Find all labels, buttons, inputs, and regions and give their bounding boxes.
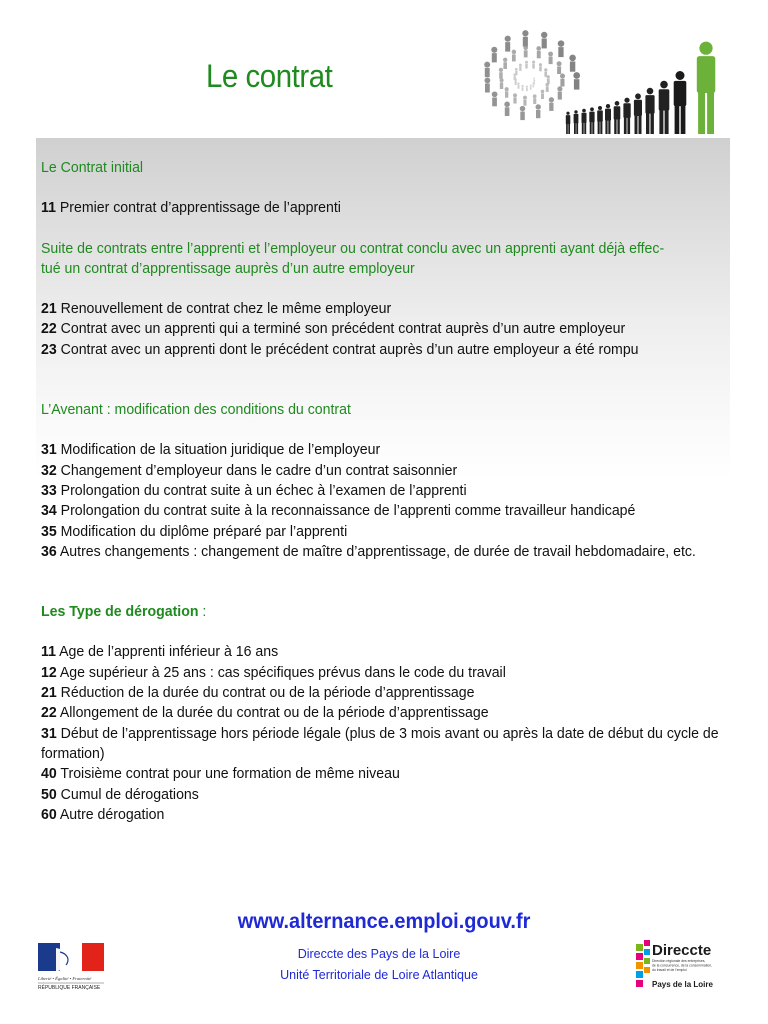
list-item: 40 Troisième contrat pour une formation de même niveau: [41, 765, 400, 783]
spiral-figure: [505, 36, 511, 52]
list-item: 11 Premier contrat d’apprentissage de l’apprenti: [41, 199, 341, 217]
spiral-figure: [521, 85, 523, 91]
spiral-figure: [491, 47, 497, 63]
list-item: 22 Allongement de la durée du contrat ou de la période d’apprentissage: [41, 704, 489, 722]
spiral-figure: [512, 50, 517, 62]
list-item: 23 Contrat avec un apprenti dont le précédent contrat auprès d’un autre employeur a été rompu: [41, 340, 639, 358]
spiral-figure: [541, 32, 547, 49]
person-figure: [623, 98, 630, 134]
list-item: 33 Prolongation du contrat suite à un échec à l’examen de l’apprenti: [41, 481, 467, 499]
spiral-figure: [549, 97, 554, 111]
spiral-figure: [523, 96, 527, 106]
section-heading-avenant: L’Avenant : modification des conditions du contrat: [41, 401, 351, 419]
person-figure: [674, 71, 687, 134]
spiral-figure: [522, 30, 528, 46]
list-item: 31 Début de l’apprentissage hors période légale (plus de 3 mois avant ou après la date de début du cycle de formation): [41, 724, 719, 762]
spiral-figure: [503, 58, 507, 69]
list-item: 22 Contrat avec un apprenti qui a terminé son précédent contrat auprès d’un autre employeur: [41, 320, 626, 338]
person-figure: [574, 110, 579, 134]
section-heading-derogation: Les Type de dérogation :: [41, 603, 207, 621]
spiral-figure: [519, 64, 522, 71]
direccte-region: Pays de la Loire: [652, 980, 713, 989]
spiral-figure: [513, 93, 517, 103]
person-figure: [614, 101, 621, 134]
list-item: 12 Age supérieur à 25 ans : cas spécifiques prévus dans le code du travail: [41, 663, 506, 681]
person-figure: [589, 107, 594, 134]
list-contrat-initial: [41, 299, 731, 360]
svg-text:Direction régionale des entrep: Direction régionale des entreprises,: [652, 959, 706, 963]
spiral-figure: [500, 78, 504, 89]
spiral-figure: [530, 84, 532, 89]
spiral-figure: [569, 55, 576, 72]
list-item: 36 Autres changements : changement de maître d’apprentissage, de durée de travail hebdomadaire, etc.: [41, 542, 696, 560]
spiral-figure: [536, 104, 541, 118]
spiral-figure: [533, 94, 537, 104]
person-figure: [605, 104, 611, 134]
spiral-figure: [526, 86, 528, 92]
people-growth-icon: [476, 30, 736, 142]
spiral-figure: [504, 101, 510, 116]
person-figure: [697, 42, 716, 134]
rf-motto: Liberté • Égalité • Fraternité: [38, 976, 92, 981]
spiral-figure: [557, 61, 562, 74]
section-subheading-suite: Suite de contrats entre l’apprenti et l’employeur ou contrat conclu avec un apprenti ayant déjà effec- tué un contrat d’apprentissage auprès d’un autre employeur: [41, 239, 665, 277]
spiral-figure: [523, 45, 528, 57]
footer-unit-line: Unité Territoriale de Loire Atlantique: [280, 968, 478, 982]
svg-text:de la concurrence, de la conso: de la concurrence, de la consommation,: [652, 963, 713, 968]
spiral-figure: [532, 82, 534, 87]
spiral-figure: [520, 106, 526, 120]
footer-org-line: Direccte des Pays de la Loire: [297, 947, 461, 961]
list-item: 11 Age de l’apprenti inférieur à 16 ans: [41, 643, 279, 661]
list-item: 50 Cumul de dérogations: [41, 785, 199, 803]
spiral-figure: [544, 68, 547, 77]
spiral-figure: [573, 72, 580, 89]
website-link[interactable]: www.alternance.emploi.gouv.fr: [237, 910, 531, 933]
section-heading-contrat-initial: Le Contrat initial: [41, 159, 144, 176]
person-figure: [634, 93, 642, 134]
person-figure: [597, 106, 603, 134]
svg-text:du travail et de l’emploi: du travail et de l’emploi: [652, 968, 687, 972]
logo-square: [636, 944, 643, 951]
spiral-figure: [532, 61, 535, 69]
page-title: Le contrat: [206, 58, 333, 94]
list-item: 35 Modification du diplôme préparé par l’apprenti: [41, 522, 348, 540]
person-figure: [659, 81, 670, 134]
flag-red-band: [82, 943, 104, 971]
person-figure: [645, 88, 654, 134]
spiral-figure: [525, 61, 528, 69]
direccte-name: Direccte: [652, 942, 712, 959]
spiral-figure: [517, 82, 519, 88]
direccte-logo: [632, 938, 744, 994]
content-body: [41, 158, 731, 825]
list-item: 21 Renouvellement de contrat chez le même employeur: [41, 300, 392, 318]
list-avenant: [41, 440, 731, 562]
list-item: 21 Réduction de la durée du contrat ou de la période d’apprentissage: [41, 684, 475, 702]
rf-name: RÉPUBLIQUE FRANÇAISE: [38, 985, 101, 991]
spiral-figure: [484, 62, 490, 77]
list-item: 34 Prolongation du contrat suite à la reconnaissance de l’apprenti comme travailleur handicapé: [41, 502, 636, 520]
spiral-figure: [515, 68, 518, 75]
spiral-figure: [541, 90, 545, 99]
spiral-figure: [545, 83, 549, 92]
spiral-figure: [492, 91, 498, 106]
spiral-figure: [499, 68, 503, 79]
list-item: 31 Modification de la situation juridique de l’employeur: [41, 441, 381, 459]
list-item: 32 Changement d’employeur dans le cadre d’un contrat saisonnier: [41, 461, 458, 479]
spiral-figure: [484, 77, 490, 92]
spiral-figure: [558, 40, 565, 57]
spiral-figure: [546, 75, 549, 84]
spiral-figure: [557, 86, 562, 99]
spiral-figure: [539, 63, 542, 71]
list-derogation: [41, 642, 731, 825]
spiral-figure: [560, 73, 565, 86]
list-item: 60 Autre dérogation: [41, 805, 165, 823]
spiral-figure: [505, 87, 509, 98]
spiral-figure: [536, 46, 541, 58]
person-figure: [582, 109, 587, 134]
marianne-logo: [36, 942, 106, 994]
person-figure: [566, 112, 571, 134]
spiral-figure: [548, 52, 553, 65]
